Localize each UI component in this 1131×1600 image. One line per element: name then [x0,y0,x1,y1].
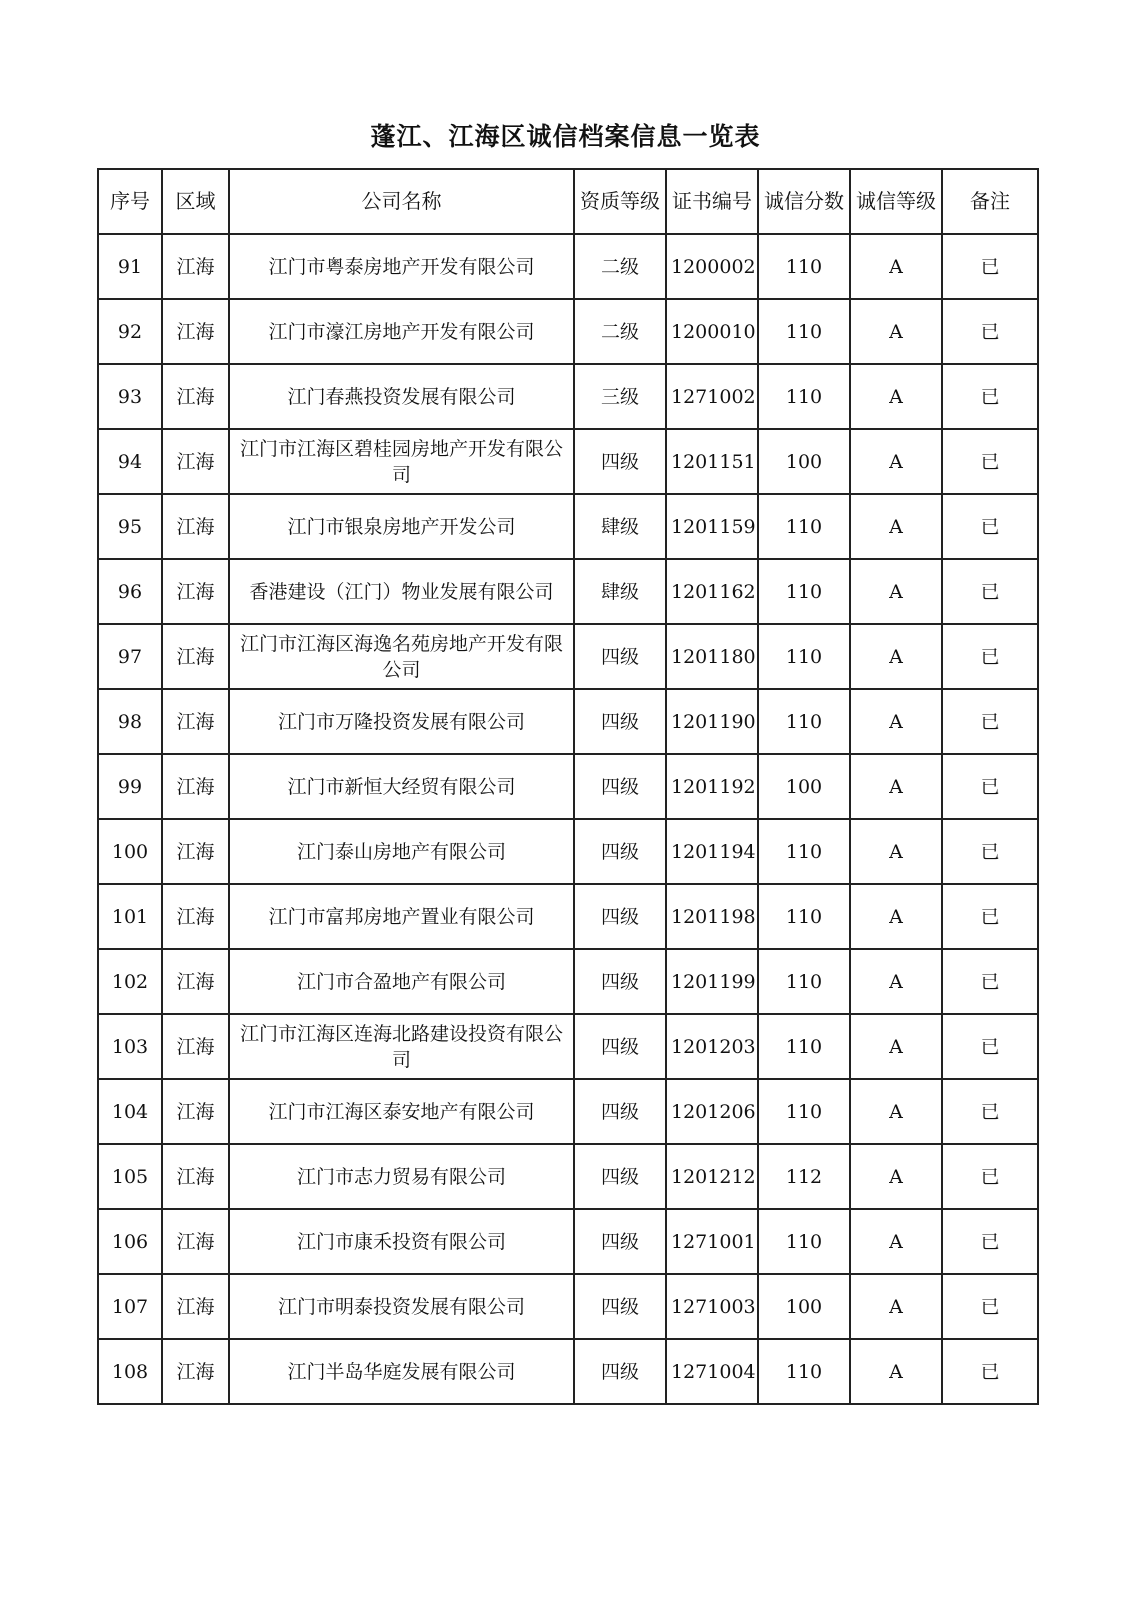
cell-cert-no: 1201203 [666,1014,758,1079]
cell-remark: 已 [942,1209,1038,1274]
cell-seq: 95 [98,494,162,559]
cell-credit-score: 110 [758,494,850,559]
cell-credit-grade: A [850,364,942,429]
table-row [98,819,1038,884]
cell-company-name: 江门市富邦房地产置业有限公司 [229,884,574,949]
table-row [98,1339,1038,1404]
table-row [98,624,1038,689]
header-row [98,169,1038,234]
cell-cert-no: 1271003 [666,1274,758,1339]
cell-remark: 已 [942,624,1038,689]
cell-seq: 108 [98,1339,162,1404]
cell-credit-score: 112 [758,1144,850,1209]
cell-cert-no: 1201180 [666,624,758,689]
cell-remark: 已 [942,949,1038,1014]
cell-credit-score: 110 [758,364,850,429]
header-qualification: 资质等级 [574,169,666,234]
table-row [98,884,1038,949]
header-remark: 备注 [942,169,1038,234]
cell-credit-grade: A [850,754,942,819]
cell-credit-grade: A [850,884,942,949]
cell-qualification: 四级 [574,1079,666,1144]
cell-company-name: 江门市志力贸易有限公司 [229,1144,574,1209]
cell-seq: 104 [98,1079,162,1144]
table-row [98,689,1038,754]
cell-area: 江海 [162,819,229,884]
cell-qualification: 三级 [574,364,666,429]
cell-area: 江海 [162,1209,229,1274]
table-row [98,559,1038,624]
cell-area: 江海 [162,559,229,624]
cell-area: 江海 [162,689,229,754]
cell-cert-no: 1201199 [666,949,758,1014]
cell-credit-grade: A [850,624,942,689]
cell-qualification: 四级 [574,1209,666,1274]
cell-remark: 已 [942,1079,1038,1144]
cell-credit-grade: A [850,494,942,559]
cell-seq: 102 [98,949,162,1014]
cell-credit-grade: A [850,819,942,884]
cell-qualification: 四级 [574,754,666,819]
cell-seq: 93 [98,364,162,429]
cell-area: 江海 [162,429,229,494]
cell-qualification: 四级 [574,884,666,949]
cell-cert-no: 1271004 [666,1339,758,1404]
cell-remark: 已 [942,364,1038,429]
cell-credit-grade: A [850,559,942,624]
cell-qualification: 四级 [574,1339,666,1404]
cell-company-name: 江门泰山房地产有限公司 [229,819,574,884]
cell-credit-score: 110 [758,689,850,754]
cell-qualification: 四级 [574,949,666,1014]
cell-company-name: 江门市新恒大经贸有限公司 [229,754,574,819]
cell-credit-grade: A [850,1274,942,1339]
cell-credit-grade: A [850,1339,942,1404]
cell-qualification: 四级 [574,1014,666,1079]
header-company-name: 公司名称 [229,169,574,234]
cell-company-name: 香港建设（江门）物业发展有限公司 [229,559,574,624]
cell-credit-grade: A [850,689,942,754]
cell-remark: 已 [942,429,1038,494]
cell-seq: 100 [98,819,162,884]
cell-company-name: 江门市江海区海逸名苑房地产开发有限公司 [229,624,574,689]
table-row [98,949,1038,1014]
cell-credit-score: 110 [758,624,850,689]
cell-seq: 106 [98,1209,162,1274]
cell-cert-no: 1271002 [666,364,758,429]
cell-company-name: 江门市明泰投资发展有限公司 [229,1274,574,1339]
cell-company-name: 江门市银泉房地产开发公司 [229,494,574,559]
cell-area: 江海 [162,494,229,559]
cell-company-name: 江门半岛华庭发展有限公司 [229,1339,574,1404]
cell-remark: 已 [942,754,1038,819]
cell-credit-score: 100 [758,754,850,819]
cell-area: 江海 [162,624,229,689]
header-credit-grade: 诚信等级 [850,169,942,234]
table-row [98,1079,1038,1144]
cell-remark: 已 [942,299,1038,364]
table-row [98,299,1038,364]
cell-credit-grade: A [850,1079,942,1144]
cell-remark: 已 [942,494,1038,559]
cell-credit-grade: A [850,1144,942,1209]
table-row [98,1274,1038,1339]
cell-area: 江海 [162,364,229,429]
cell-remark: 已 [942,1144,1038,1209]
table-row [98,494,1038,559]
table-row [98,1209,1038,1274]
cell-cert-no: 1201151 [666,429,758,494]
cell-remark: 已 [942,1014,1038,1079]
cell-seq: 107 [98,1274,162,1339]
cell-credit-grade: A [850,949,942,1014]
cell-area: 江海 [162,299,229,364]
cell-qualification: 四级 [574,429,666,494]
cell-cert-no: 1201159 [666,494,758,559]
cell-seq: 92 [98,299,162,364]
cell-credit-score: 110 [758,299,850,364]
cell-credit-grade: A [850,1209,942,1274]
cell-company-name: 江门春燕投资发展有限公司 [229,364,574,429]
cell-credit-grade: A [850,429,942,494]
cell-qualification: 四级 [574,819,666,884]
cell-qualification: 四级 [574,624,666,689]
cell-credit-score: 110 [758,1339,850,1404]
cell-company-name: 江门市万隆投资发展有限公司 [229,689,574,754]
cell-area: 江海 [162,234,229,299]
cell-remark: 已 [942,234,1038,299]
cell-credit-score: 110 [758,234,850,299]
cell-qualification: 二级 [574,234,666,299]
cell-cert-no: 1201206 [666,1079,758,1144]
cell-credit-grade: A [850,299,942,364]
cell-credit-score: 110 [758,949,850,1014]
cell-company-name: 江门市江海区连海北路建设投资有限公司 [229,1014,574,1079]
cell-seq: 105 [98,1144,162,1209]
cell-qualification: 四级 [574,1144,666,1209]
cell-credit-grade: A [850,1014,942,1079]
cell-company-name: 江门市江海区碧桂园房地产开发有限公司 [229,429,574,494]
cell-remark: 已 [942,1339,1038,1404]
cell-remark: 已 [942,1274,1038,1339]
header-credit-score: 诚信分数 [758,169,850,234]
cell-seq: 96 [98,559,162,624]
cell-seq: 91 [98,234,162,299]
cell-credit-score: 110 [758,819,850,884]
cell-cert-no: 1200010 [666,299,758,364]
cell-cert-no: 1201198 [666,884,758,949]
cell-company-name: 江门市濠江房地产开发有限公司 [229,299,574,364]
cell-area: 江海 [162,949,229,1014]
cell-cert-no: 1200002 [666,234,758,299]
table-row [98,754,1038,819]
cell-cert-no: 1201162 [666,559,758,624]
table-row [98,1014,1038,1079]
cell-seq: 103 [98,1014,162,1079]
cell-cert-no: 1271001 [666,1209,758,1274]
cell-remark: 已 [942,689,1038,754]
cell-qualification: 四级 [574,1274,666,1339]
cell-seq: 94 [98,429,162,494]
cell-credit-score: 100 [758,429,850,494]
table-row [98,364,1038,429]
cell-credit-grade: A [850,234,942,299]
cell-qualification: 四级 [574,689,666,754]
cell-company-name: 江门市江海区泰安地产有限公司 [229,1079,574,1144]
header-cert-no: 证书编号 [666,169,758,234]
credit-archive-table [97,168,1039,1405]
cell-company-name: 江门市合盈地产有限公司 [229,949,574,1014]
cell-credit-score: 110 [758,559,850,624]
cell-credit-score: 110 [758,1209,850,1274]
cell-cert-no: 1201212 [666,1144,758,1209]
cell-remark: 已 [942,819,1038,884]
cell-credit-score: 110 [758,1014,850,1079]
cell-company-name: 江门市粤泰房地产开发有限公司 [229,234,574,299]
cell-area: 江海 [162,1014,229,1079]
cell-credit-score: 110 [758,884,850,949]
cell-remark: 已 [942,884,1038,949]
cell-qualification: 肆级 [574,494,666,559]
header-seq: 序号 [98,169,162,234]
header-area: 区域 [162,169,229,234]
cell-area: 江海 [162,884,229,949]
cell-qualification: 肆级 [574,559,666,624]
cell-seq: 97 [98,624,162,689]
cell-cert-no: 1201190 [666,689,758,754]
document-title: 蓬江、江海区诚信档案信息一览表 [370,122,761,151]
cell-area: 江海 [162,1339,229,1404]
table-row [98,429,1038,494]
cell-seq: 99 [98,754,162,819]
cell-company-name: 江门市康禾投资有限公司 [229,1209,574,1274]
cell-area: 江海 [162,754,229,819]
cell-area: 江海 [162,1274,229,1339]
cell-cert-no: 1201194 [666,819,758,884]
table-body [98,234,1038,1404]
cell-cert-no: 1201192 [666,754,758,819]
cell-area: 江海 [162,1079,229,1144]
cell-credit-score: 100 [758,1274,850,1339]
cell-seq: 98 [98,689,162,754]
cell-area: 江海 [162,1144,229,1209]
cell-credit-score: 110 [758,1079,850,1144]
cell-qualification: 二级 [574,299,666,364]
cell-seq: 101 [98,884,162,949]
table-row [98,1144,1038,1209]
table-header [98,169,1038,234]
cell-remark: 已 [942,559,1038,624]
table-row [98,234,1038,299]
